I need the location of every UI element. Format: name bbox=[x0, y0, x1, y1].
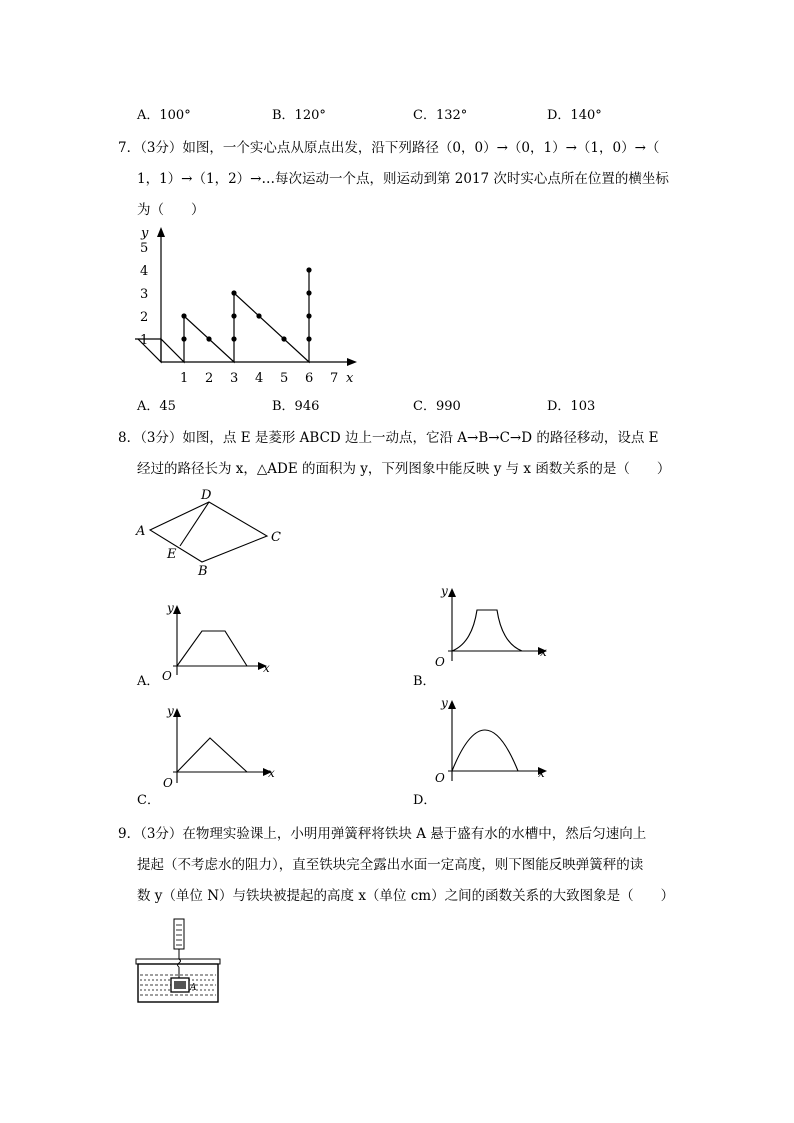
q8-option-a[interactable]: A． bbox=[137, 674, 160, 689]
q8-text-line-2: 经过的路径长为 x，△ADE 的面积为 y，下列图象中能反映 y 与 x 函数关系的是（ ） bbox=[137, 461, 671, 477]
q9-text-line-1: 9．（3分）在物理实验课上，小明用弹簧秤将铁块 A 悬于盛有水的水槽中，然后匀速向上 bbox=[118, 826, 647, 842]
svg-text:O: O bbox=[435, 771, 445, 783]
q6-option-b[interactable]: B．120° bbox=[272, 108, 326, 123]
q7-x-tick-2: 2 bbox=[205, 371, 214, 386]
q6-option-a[interactable]: A．100° bbox=[137, 108, 191, 123]
svg-text:x: x bbox=[540, 645, 547, 659]
q7-text-line-3: 为（ ） bbox=[137, 202, 205, 218]
q8-graph-b bbox=[430, 583, 555, 668]
q7-y-tick-1: 1 bbox=[140, 333, 149, 348]
q8-label-d: D bbox=[201, 488, 212, 503]
svg-text:y: y bbox=[167, 704, 174, 718]
q7-y-tick-3: 3 bbox=[140, 287, 149, 302]
q7-y-tick-4: 4 bbox=[140, 264, 149, 279]
q8-label-b: B bbox=[198, 564, 208, 579]
q7-y-tick-2: 2 bbox=[140, 310, 149, 325]
q9-text-line-2: 提起（不考虑水的阻力），直至铁块完全露出水面一定高度，则下图能反映弹簧秤的读 bbox=[137, 857, 644, 873]
svg-text:y: y bbox=[441, 696, 448, 710]
q8-text-line-1: 8．（3分）如图，点 E 是菱形 ABCD 边上一动点，它沿 A→B→C→D 的路径移动，设点 E bbox=[118, 430, 659, 446]
q7-x-axis-label: x bbox=[346, 371, 354, 386]
q8-label-e: E bbox=[167, 547, 177, 562]
q7-y-axis-label: y bbox=[141, 226, 149, 241]
svg-text:y: y bbox=[167, 601, 174, 615]
q7-path-graph bbox=[135, 225, 365, 390]
q7-option-c[interactable]: C．990 bbox=[413, 399, 461, 414]
svg-text:O: O bbox=[162, 669, 172, 680]
q7-x-tick-5: 5 bbox=[280, 371, 289, 386]
q8-option-d[interactable]: D． bbox=[413, 793, 437, 808]
svg-text:x: x bbox=[263, 661, 270, 675]
q7-text-line-2: 1，1）→（1，2）→…每次运动一个点，则运动到第 2017 次时实心点所在位置的横坐标 bbox=[137, 171, 669, 187]
q8-option-b[interactable]: B． bbox=[413, 674, 436, 689]
q7-y-tick-5: 5 bbox=[140, 241, 149, 256]
q8-label-a: A bbox=[136, 524, 146, 539]
q8-graph-d bbox=[430, 695, 555, 783]
svg-text:O: O bbox=[163, 776, 173, 788]
q8-label-c: C bbox=[271, 530, 281, 545]
q7-x-tick-6: 6 bbox=[305, 371, 314, 386]
q7-zigzag-path bbox=[138, 270, 309, 362]
q6-option-d[interactable]: D．140° bbox=[547, 108, 602, 123]
q7-text-line-1: 7．（3分）如图，一个实心点从原点出发，沿下列路径（0，0）→（0，1）→（1，0）→（ bbox=[118, 140, 660, 156]
q8-rhombus-figure bbox=[132, 485, 292, 580]
q7-option-d[interactable]: D．103 bbox=[547, 399, 596, 414]
q9-spring-scale-figure bbox=[132, 915, 227, 1010]
q8-graph-c bbox=[155, 703, 280, 788]
q6-option-c[interactable]: C．132° bbox=[413, 108, 468, 123]
q8-graph-a bbox=[155, 600, 275, 680]
q7-x-tick-7: 7 bbox=[330, 371, 339, 386]
q7-option-b[interactable]: B．946 bbox=[272, 399, 320, 414]
q9-block-label: A bbox=[190, 983, 197, 993]
svg-text:O: O bbox=[435, 655, 445, 668]
svg-text:x: x bbox=[538, 766, 545, 780]
q7-x-tick-3: 3 bbox=[230, 371, 239, 386]
q7-x-tick-4: 4 bbox=[255, 371, 264, 386]
q7-x-tick-1: 1 bbox=[180, 371, 189, 386]
q7-option-a[interactable]: A．45 bbox=[137, 399, 176, 414]
q8-option-c[interactable]: C． bbox=[137, 793, 160, 808]
svg-text:y: y bbox=[441, 584, 448, 598]
q9-text-line-3: 数 y（单位 N）与铁块被提起的高度 x（单位 cm）之间的函数关系的大致图象是（ ） bbox=[137, 888, 675, 904]
svg-text:x: x bbox=[268, 766, 275, 780]
